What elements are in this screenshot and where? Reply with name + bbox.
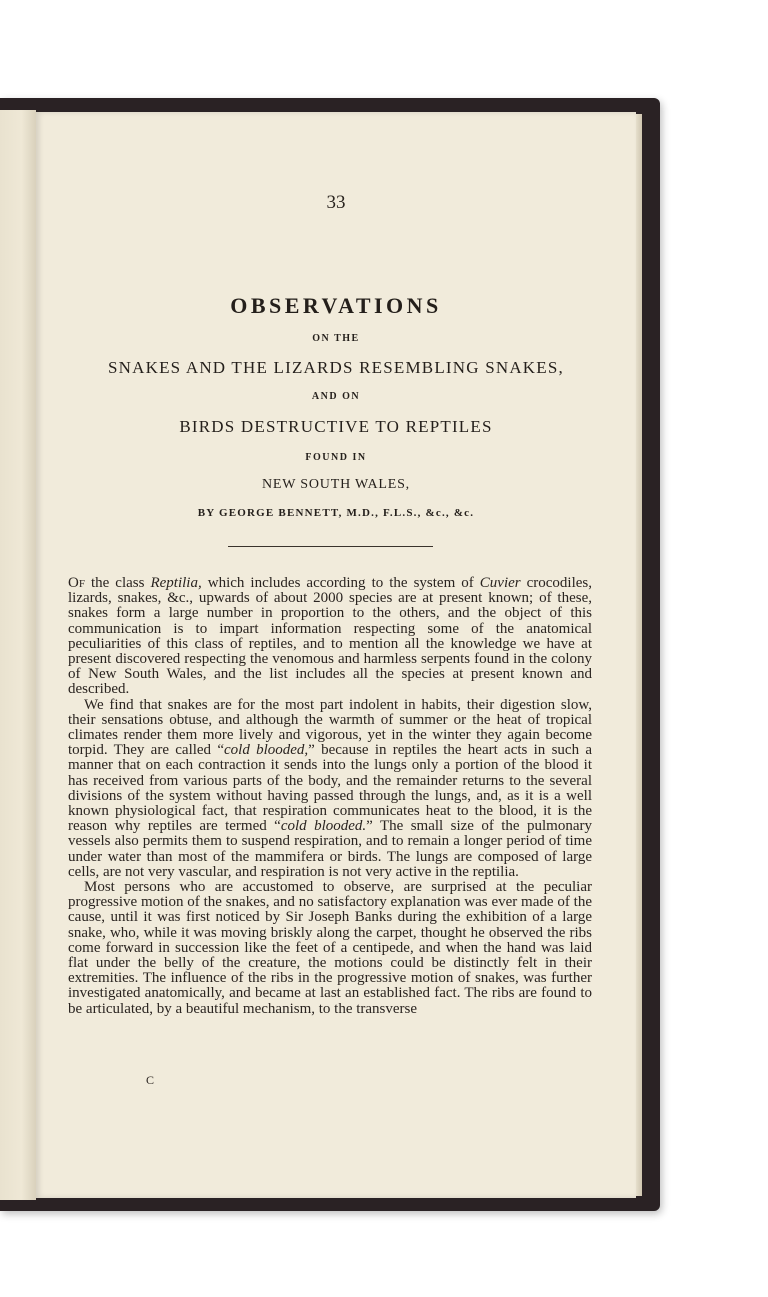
paragraph-2-part-b: ” because in reptiles the heart acts in such a manner that on each contraction it sends into the lungs only a portion of the blood it has received from various parts of the body, and the remainder returns to the several divisions of the system without having passed through the lungs, and, as it is a well known physiological fact, that respiration communicates heat to the blood, it is the reason why reptiles are termed “ bbox=[68, 742, 593, 835]
left-page-edge bbox=[0, 110, 36, 1200]
page-number: 33 bbox=[326, 192, 346, 213]
paragraph-1-italic-cuvier: Cuvier bbox=[479, 575, 521, 591]
title-found-in: FOUND IN bbox=[305, 452, 367, 463]
paragraph-1-part-c: crocodiles, lizards, snakes, &c., upwards of about 2000 species are at present known; of these, snakes form a large number in proportion to the others, and the object of this communication is to impart information respecting some of the anatomical peculiarities of this class of reptiles, and to mention all the knowledge we have at present discovered respecting the venomous and harmless serpents found in the colony of New South Wales, and the list includes all the species at present known and described. bbox=[68, 575, 593, 698]
paragraph-3: Most persons who are accustomed to observe, are surprised at the peculiar progressive motion of the snakes, and no satisfactory explanation was ever made of the cause, until it was first noticed by Sir Joseph Banks during the exhibition of a large snake, who, while it was moving briskly along the carpet, thought he observed the ribs come forward in succession like the feet of a centipede, and when the hand was laid flat under the belly of the creature, the motions could be distinctly felt in their extremities. The influence of the ribs in the progressive motion of snakes, was further investigated anatomically, and became at last an established fact. The ribs are found to be articulated, by a beautiful mechanism, to the transverse bbox=[68, 879, 592, 1017]
title-heading: OBSERVATIONS bbox=[230, 293, 442, 318]
paragraph-1-opening: Of bbox=[68, 575, 85, 591]
paragraph-1-part-a: the class bbox=[84, 575, 151, 591]
paragraph-2-italic-1: cold blooded, bbox=[224, 742, 309, 759]
title-and-on: AND ON bbox=[311, 391, 361, 402]
paragraph-1 bbox=[68, 576, 592, 698]
paragraph-2 bbox=[68, 698, 592, 880]
author-byline: BY GEORGE BENNETT, M.D., F.L.S., &c., &c. bbox=[197, 507, 475, 519]
title-line-nsw: NEW SOUTH WALES, bbox=[261, 477, 410, 492]
paragraph-2-part-a: We find that snakes are for the most part indolent in habits, their digestion slow, their sensations obtuse, and although the warmth of summer or the heat of tropical climates render them more lively and vigorous, yet in the winter they again become torpid. They are called “ bbox=[68, 696, 592, 759]
paragraph-1-part-b: which includes according to the system of bbox=[201, 575, 480, 591]
title-line-snakes: SNAKES AND THE LIZARDS RESEMBLING SNAKES, bbox=[108, 358, 564, 377]
title-on-the: ON THE bbox=[312, 333, 360, 344]
body-text bbox=[68, 576, 592, 1017]
paragraph-2-italic-2: cold blooded. bbox=[280, 818, 367, 835]
signature-mark: C bbox=[146, 1073, 155, 1087]
title-divider-rule bbox=[228, 546, 433, 547]
paragraph-1-italic-reptilia: Reptilia, bbox=[150, 575, 202, 591]
page-fore-edge bbox=[636, 114, 642, 1196]
paragraph-2-part-c: ” The small size of the pulmonary vessels also permits them to suspend respiration, and to remain a longer period of time under water than most of the mammifera or birds. The lungs are composed of large cells, are not very vascular, and respiration is not very active in the reptilia. bbox=[68, 818, 592, 880]
title-line-birds: BIRDS DESTRUCTIVE TO REPTILES bbox=[179, 417, 493, 436]
